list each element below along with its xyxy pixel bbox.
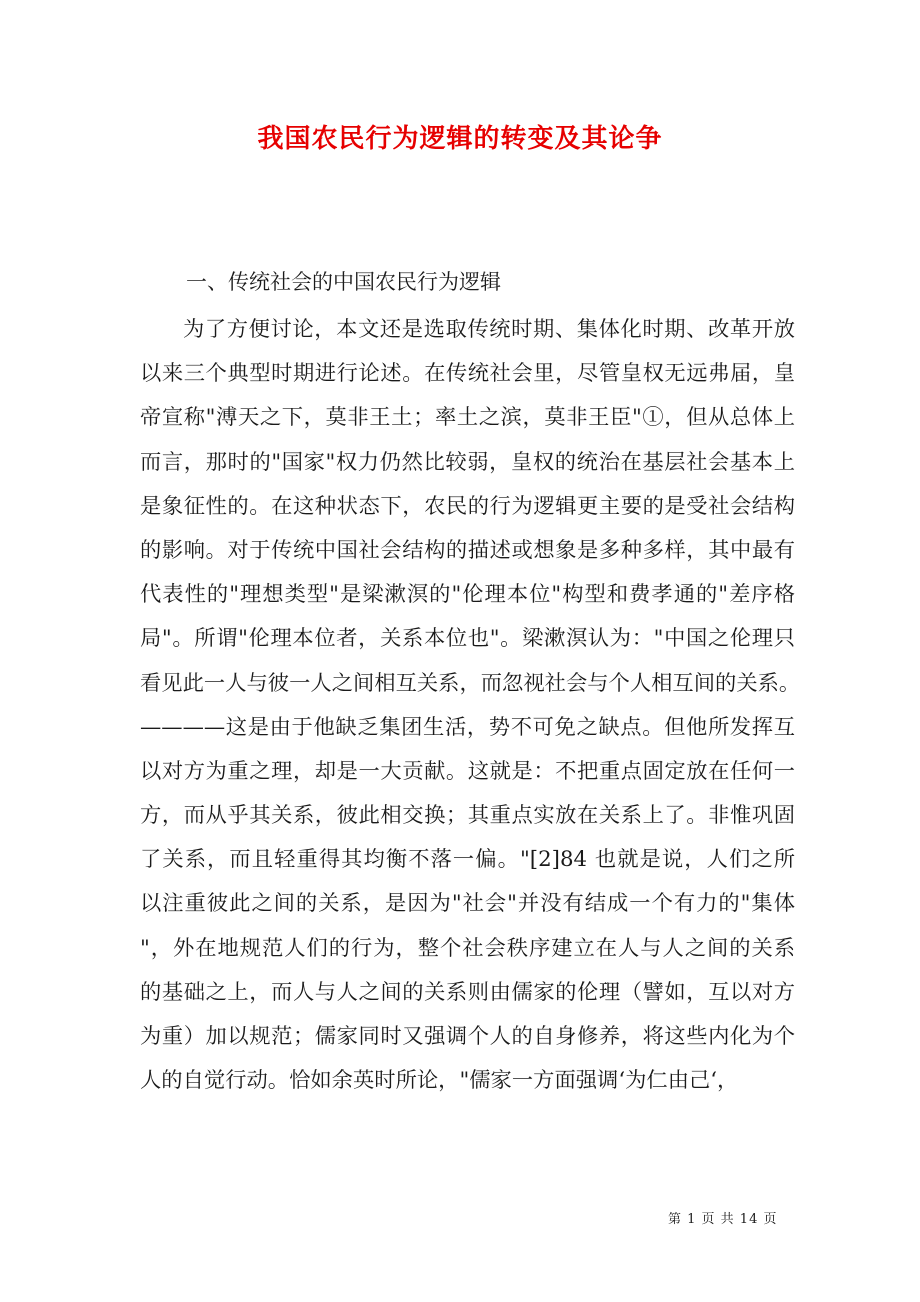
- section-heading: 一、传统社会的中国农民行为逻辑: [186, 270, 501, 294]
- paragraph-line: 人的自觉行动。恰如余英时所论，"儒家一方面强调‘为仁由己‘，: [140, 1068, 739, 1094]
- paragraph-line: 而言，那时的"国家"权力仍然比较弱，皇权的统治在基层社会基本上: [140, 449, 795, 475]
- paragraph-line: 方，而从乎其关系，彼此相交换；其重点实放在关系上了。非惟巩固: [140, 803, 795, 829]
- body-paragraph: [140, 308, 801, 1103]
- paragraph-line: ————这是由于他缺乏集团生活，势不可免之缺点。但他所发挥互: [140, 714, 795, 740]
- paragraph-line: 的基础之上，而人与人之间的关系则由儒家的伦理（譬如，互以对方: [140, 979, 795, 1005]
- paragraph-line: 代表性的"理想类型"是梁漱溟的"伦理本位"构型和费孝通的"差序格: [140, 582, 795, 608]
- paragraph-line: 以对方为重之理，却是一大贡献。这就是：不把重点固定放在任何一: [140, 758, 795, 784]
- paragraph-line: 的影响。对于传统中国社会结构的描述或想象是多种多样，其中最有: [140, 537, 795, 563]
- paragraph-line: 看见此一人与彼一人之间相互关系，而忽视社会与个人相互间的关系。: [140, 670, 801, 696]
- paragraph-line: 以注重彼此之间的关系，是因为"社会"并没有结成一个有力的"集体: [140, 891, 795, 917]
- paragraph-line: 帝宣称"溥天之下，莫非王土；率土之滨，莫非王臣"①，但从总体上: [140, 405, 795, 431]
- paragraph-line: 为重）加以规范；儒家同时又强调个人的自身修养，将这些内化为个: [140, 1024, 795, 1049]
- paragraph-line: "，外在地规范人们的行为，整个社会秩序建立在人与人之间的关系: [140, 935, 795, 961]
- paragraph-line: 局"。所谓"伦理本位者，关系本位也"。梁漱溟认为："中国之伦理只: [140, 626, 795, 652]
- page-number: 第 1 页 共 14 页: [668, 1212, 778, 1227]
- paragraph-line: 了关系，而且轻重得其均衡不落一偏。"[2]84 也就是说，人们之所: [140, 847, 795, 873]
- document-title: 我国农民行为逻辑的转变及其论争: [257, 124, 663, 154]
- paragraph-line: 以来三个典型时期进行论述。在传统社会里，尽管皇权无远弗届，皇: [140, 361, 795, 387]
- paragraph-line: 是象征性的。在这种状态下，农民的行为逻辑更主要的是受社会结构: [140, 493, 795, 519]
- paragraph-line: 为了方便讨论，本文还是选取传统时期、集体化时期、改革开放: [183, 317, 795, 342]
